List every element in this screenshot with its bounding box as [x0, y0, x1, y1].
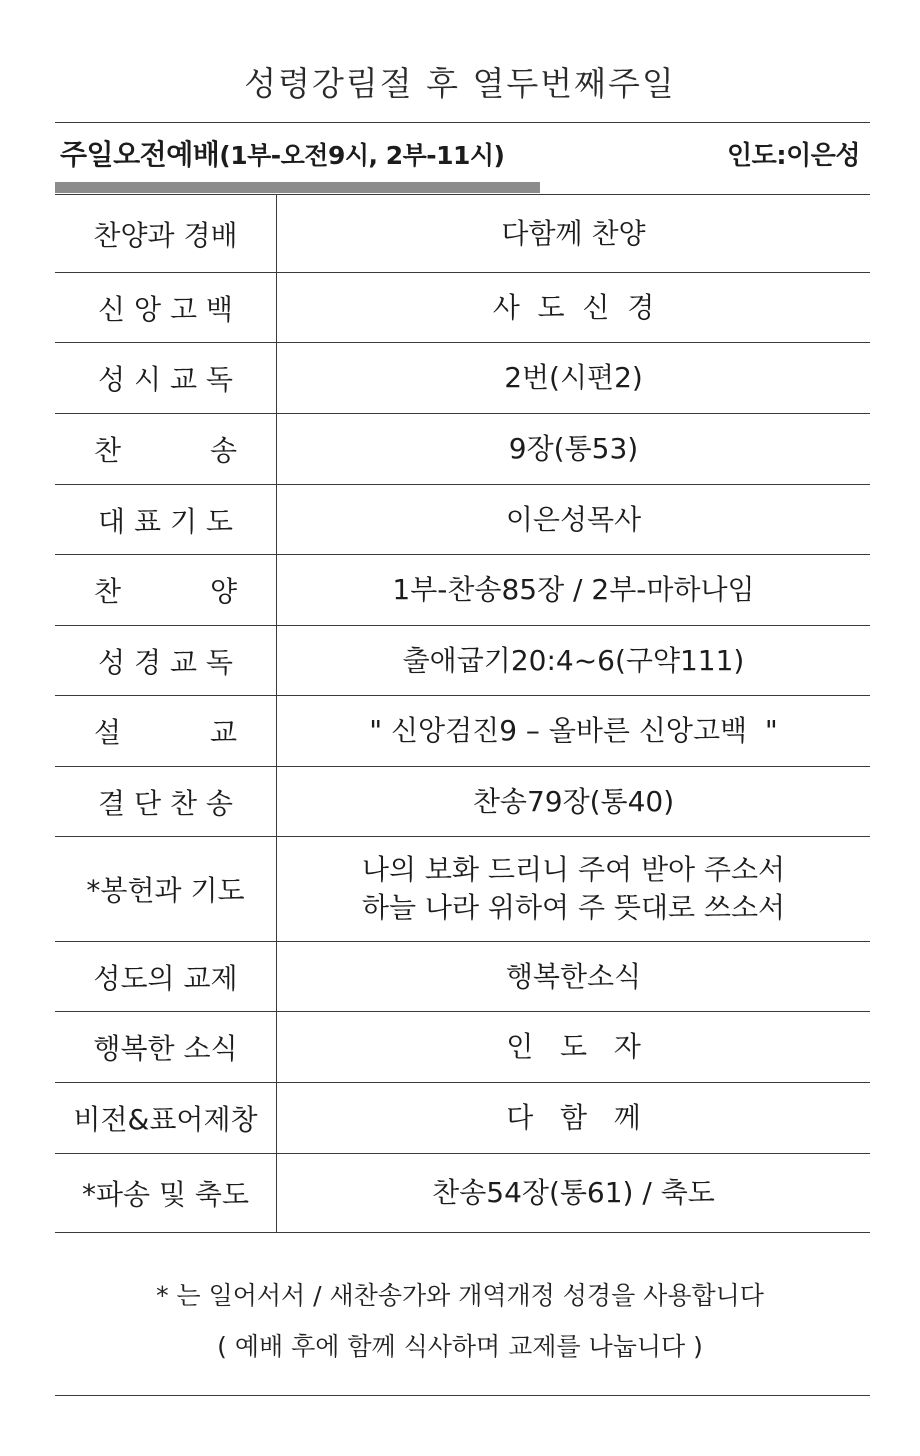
order-item-value — [277, 1154, 870, 1232]
header-underline-bar — [55, 182, 540, 193]
table-row — [55, 626, 870, 696]
service-heading — [60, 133, 504, 173]
table-row — [55, 414, 870, 485]
order-item-value-line: 행복한소식 — [505, 959, 642, 993]
table-row — [55, 1012, 870, 1083]
order-item-value-line: 2번(시편2) — [504, 361, 643, 394]
order-item-value-line: 9장(통53) — [508, 432, 639, 465]
page-title: 성령강림절 후 열두번째주일 — [244, 64, 676, 103]
header-top-rule — [55, 122, 870, 123]
order-item-label: 신 앙 고 백 — [55, 273, 277, 342]
order-item-value-line: 사 도 신 경 — [492, 290, 655, 324]
table-row — [55, 1083, 870, 1154]
order-item-value — [277, 414, 870, 484]
footer-note-fellowship: ( 예배 후에 함께 식사하며 교제를 나눕니다 ) — [217, 1332, 703, 1361]
order-of-worship-table — [55, 195, 870, 1233]
order-item-value — [277, 696, 870, 766]
order-item-label: *봉헌과 기도 — [55, 837, 277, 941]
order-item-label: 성 경 교 독 — [55, 626, 277, 695]
table-row — [55, 195, 870, 273]
order-item-value — [277, 767, 870, 836]
order-item-value — [277, 837, 870, 941]
service-leader: 인도:이은성 — [727, 140, 860, 171]
table-row — [55, 1154, 870, 1233]
order-item-label: 성도의 교제 — [55, 942, 277, 1011]
order-item-value — [277, 273, 870, 342]
order-item-value — [277, 485, 870, 554]
table-row — [55, 767, 870, 837]
order-item-value-line: 다 함 께 — [506, 1101, 641, 1134]
order-item-label: 비전&표어제창 — [55, 1083, 277, 1153]
table-row — [55, 837, 870, 942]
order-item-label: 행복한 소식 — [55, 1012, 277, 1082]
order-item-value — [277, 1083, 870, 1153]
order-item-value — [277, 195, 870, 272]
table-row — [55, 696, 870, 767]
order-item-label: *파송 및 축도 — [55, 1154, 277, 1232]
footer-bottom-rule — [55, 1395, 870, 1396]
table-row — [55, 555, 870, 626]
order-item-label: 대 표 기 도 — [55, 485, 277, 554]
service-title: 주일오전예배 — [60, 138, 220, 171]
order-item-label: 결 단 찬 송 — [55, 767, 277, 836]
footer-note-standing: * 는 일어서서 / 새찬송가와 개역개정 성경을 사용합니다 — [156, 1281, 764, 1310]
order-item-value-line: 인 도 자 — [506, 1030, 641, 1063]
order-item-value-line: 이은성목사 — [505, 502, 642, 536]
order-item-value-line: 하늘 나라 위하여 주 뜻대로 쓰소서 — [361, 891, 786, 924]
table-row — [55, 343, 870, 414]
order-item-value — [277, 1012, 870, 1082]
order-item-value — [277, 626, 870, 695]
order-item-value-line: 나의 보화 드리니 주여 받아 주소서 — [361, 853, 786, 886]
order-item-value-line: 다함께 찬양 — [501, 216, 646, 250]
order-item-label: 찬양과 경배 — [55, 195, 277, 272]
table-row — [55, 273, 870, 343]
order-item-value-line: 찬송79장(통40) — [472, 784, 675, 818]
table-row — [55, 942, 870, 1012]
order-item-value-line: 찬송54장(통61) / 축도 — [432, 1176, 715, 1209]
order-item-label: 찬 양 — [55, 555, 277, 625]
order-item-value-line: 출애굽기20:4~6(구약111) — [402, 643, 745, 677]
service-times: (1부-오전9시, 2부-11시) — [219, 141, 505, 170]
table-row — [55, 485, 870, 555]
order-item-value — [277, 555, 870, 625]
service-header — [60, 131, 860, 175]
order-item-value-line: 1부-찬송85장 / 2부-마하나임 — [392, 573, 755, 606]
order-item-value — [277, 343, 870, 413]
order-item-label: 성 시 교 독 — [55, 343, 277, 413]
order-item-value — [277, 942, 870, 1011]
order-item-label: 설 교 — [55, 696, 277, 766]
order-item-value-line: " 신앙검진9 – 올바른 신앙고백 " — [369, 714, 778, 747]
order-item-label: 찬 송 — [55, 414, 277, 484]
